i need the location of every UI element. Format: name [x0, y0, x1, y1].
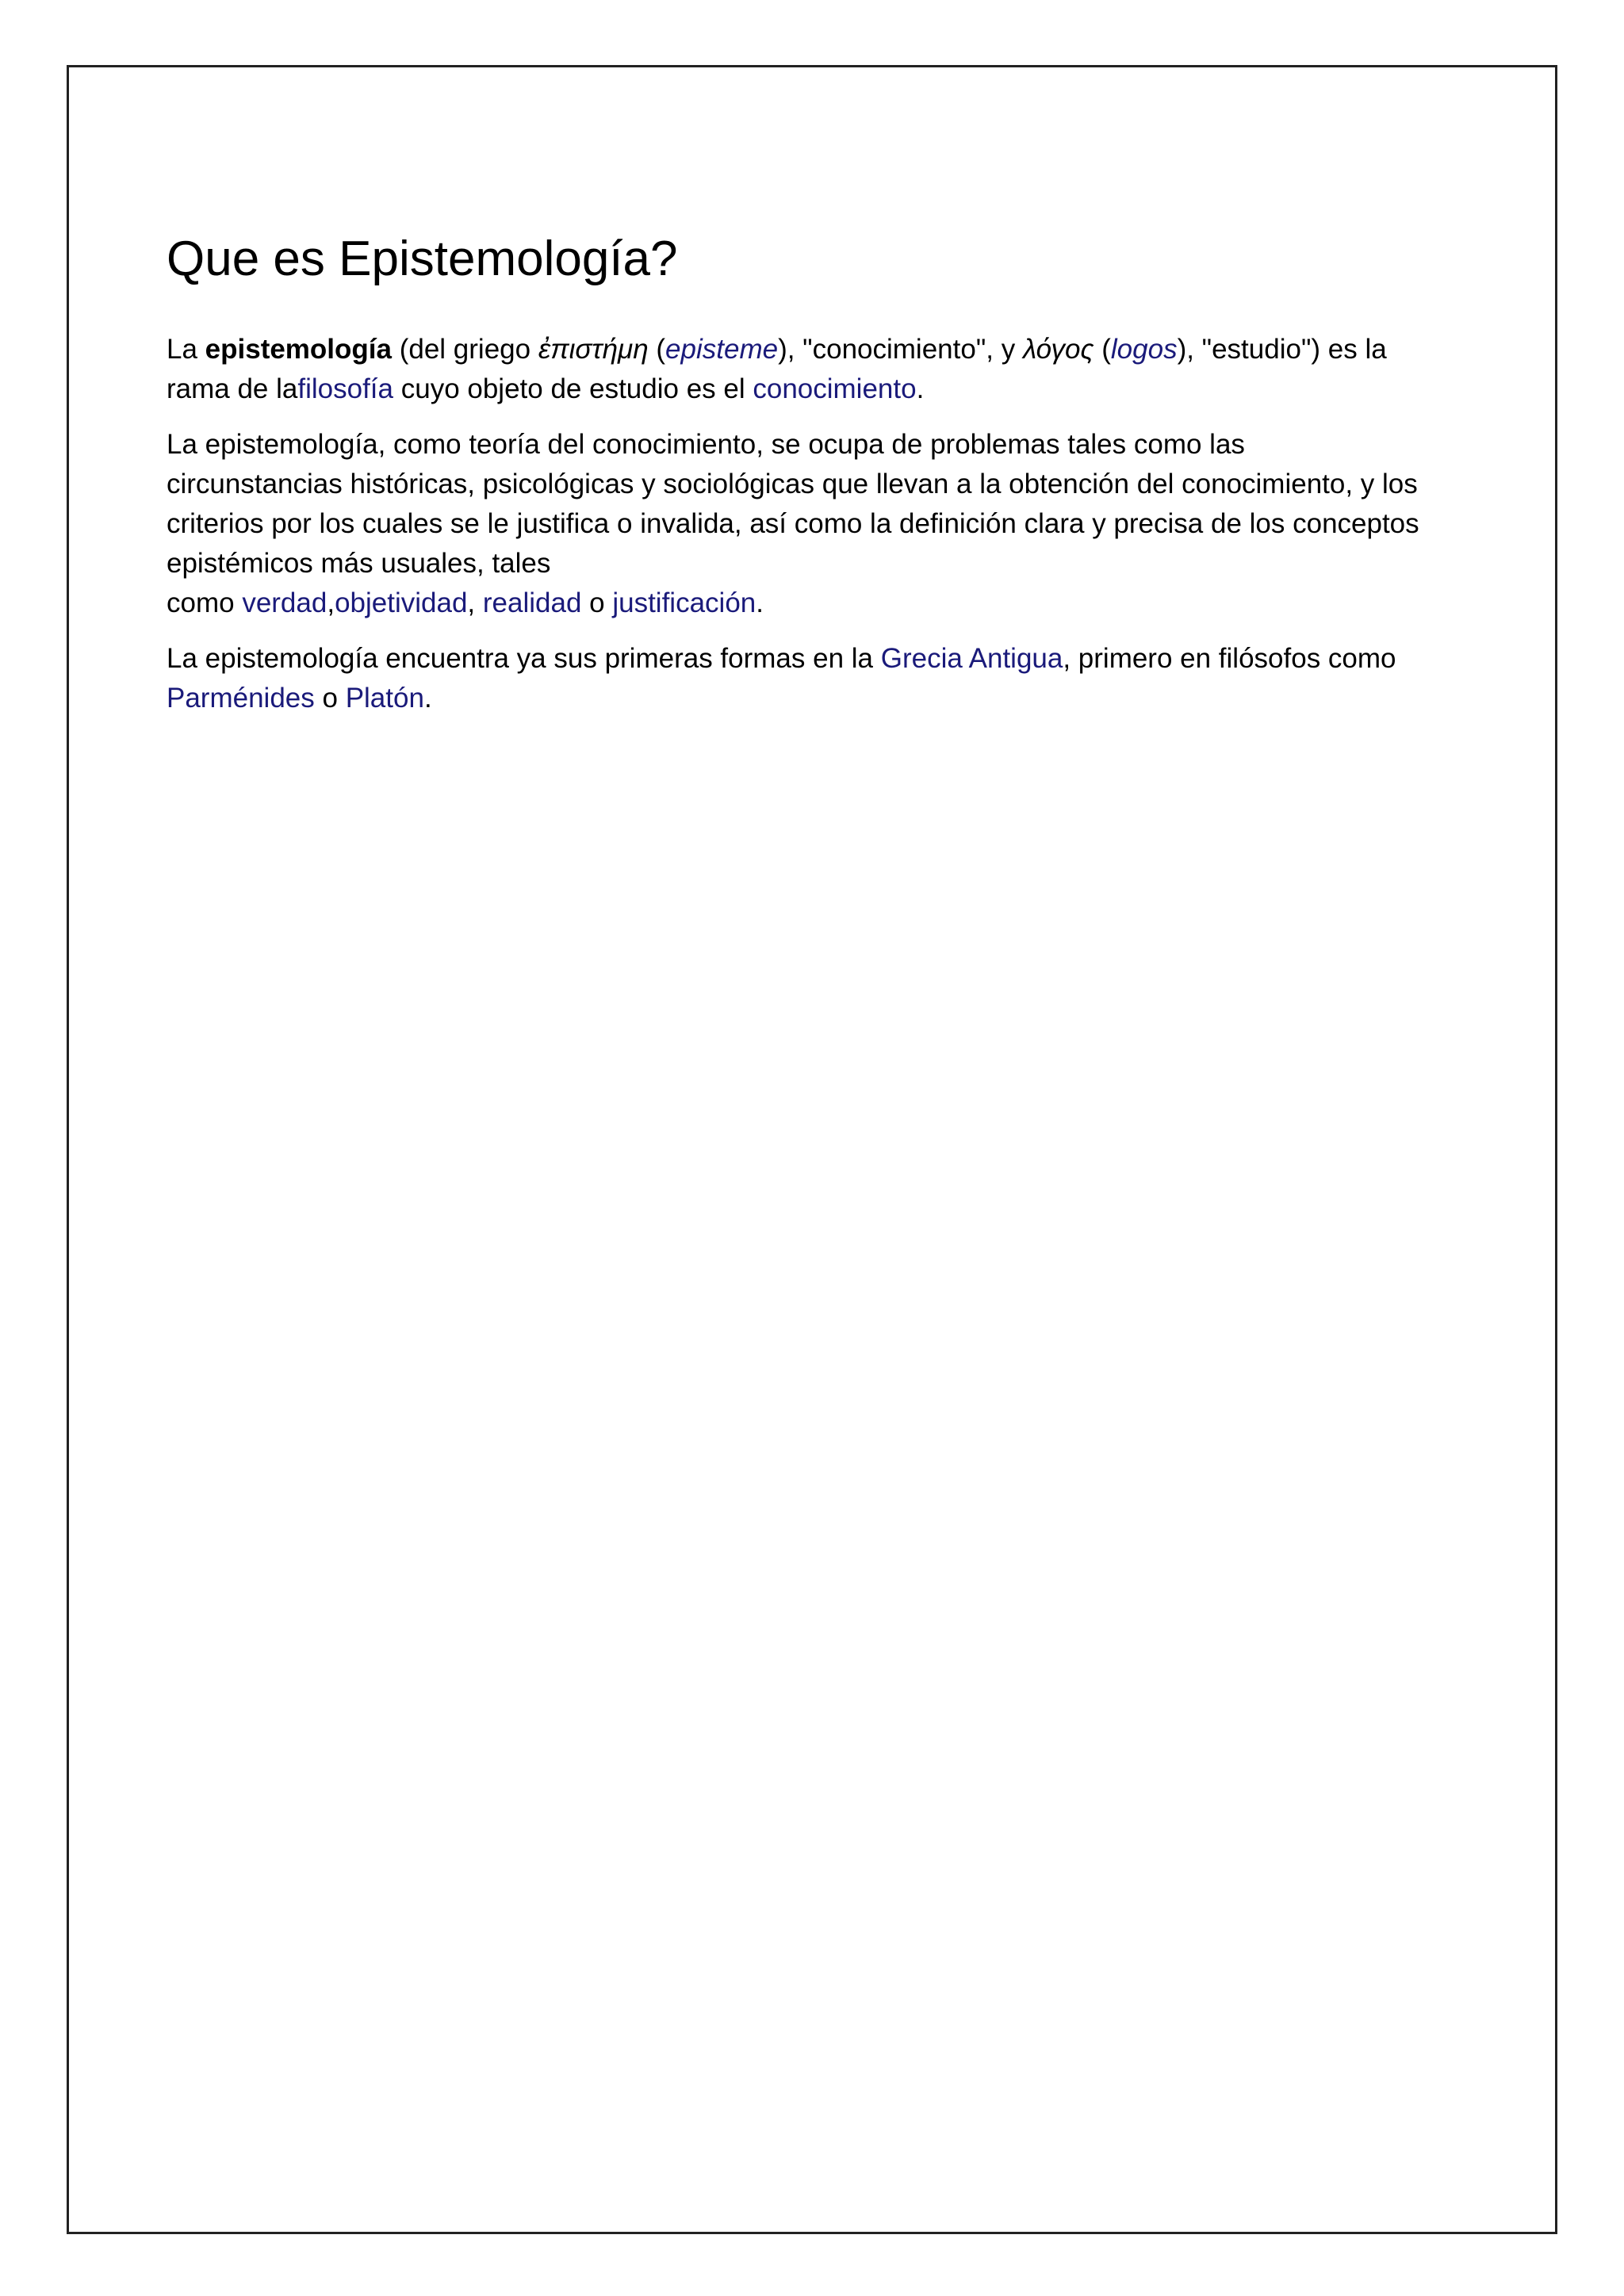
paragraph-1 — [167, 330, 1419, 409]
text: , — [467, 587, 483, 619]
link-objetividad[interactable]: objetividad — [335, 587, 468, 619]
text: ), "estudio") es la rama de la — [167, 334, 1387, 405]
text: o — [581, 587, 613, 619]
text: La epistemología, como teoría del conocimiento, se ocupa de problemas tales como las circunstancias históricas, psicológicas y sociológicas que llevan a la obtención del conocimiento, y los criterios por los cuales se le justifica o invalida, así como la definición clara y precisa de los conceptos epistémicos más usuales, tales — [167, 429, 1419, 580]
link-filosofia[interactable]: filosofía — [297, 373, 393, 405]
paragraph-2 — [167, 425, 1419, 623]
text: ), "conocimiento", y — [778, 334, 1023, 365]
text: , primero en filósofos como — [1063, 643, 1396, 675]
paragraph-3 — [167, 639, 1419, 718]
link-logos[interactable]: logos — [1110, 334, 1178, 365]
link-justificacion[interactable]: justificación — [612, 587, 756, 619]
text: cuyo objeto de estudio es el — [393, 373, 753, 405]
link-platon[interactable]: Platón — [345, 683, 424, 714]
link-realidad[interactable]: realidad — [482, 587, 582, 619]
document-body — [167, 230, 1419, 734]
text: como — [167, 587, 243, 619]
link-episteme[interactable]: episteme — [665, 334, 779, 365]
page-title: Que es Epistemología? — [167, 232, 678, 286]
link-grecia-antigua[interactable]: Grecia Antigua — [880, 643, 1063, 675]
link-conocimiento[interactable]: conocimiento — [753, 373, 917, 405]
text: , — [327, 587, 335, 619]
greek-logos: λόγος — [1022, 334, 1094, 365]
text: La epistemología encuentra ya sus primeras formas en la — [167, 643, 881, 675]
term-epistemologia: epistemología — [205, 334, 392, 365]
text: ( — [1094, 334, 1111, 365]
text: o — [314, 683, 346, 714]
text: (del griego — [391, 334, 538, 365]
link-parmenides[interactable]: Parménides — [167, 683, 315, 714]
text: ( — [648, 334, 666, 365]
text: La — [167, 334, 205, 365]
link-verdad[interactable]: verdad — [242, 587, 327, 619]
text: . — [916, 373, 925, 405]
greek-episteme: ἐπιστήμη — [538, 334, 649, 365]
text: . — [423, 683, 432, 714]
text: . — [756, 587, 764, 619]
